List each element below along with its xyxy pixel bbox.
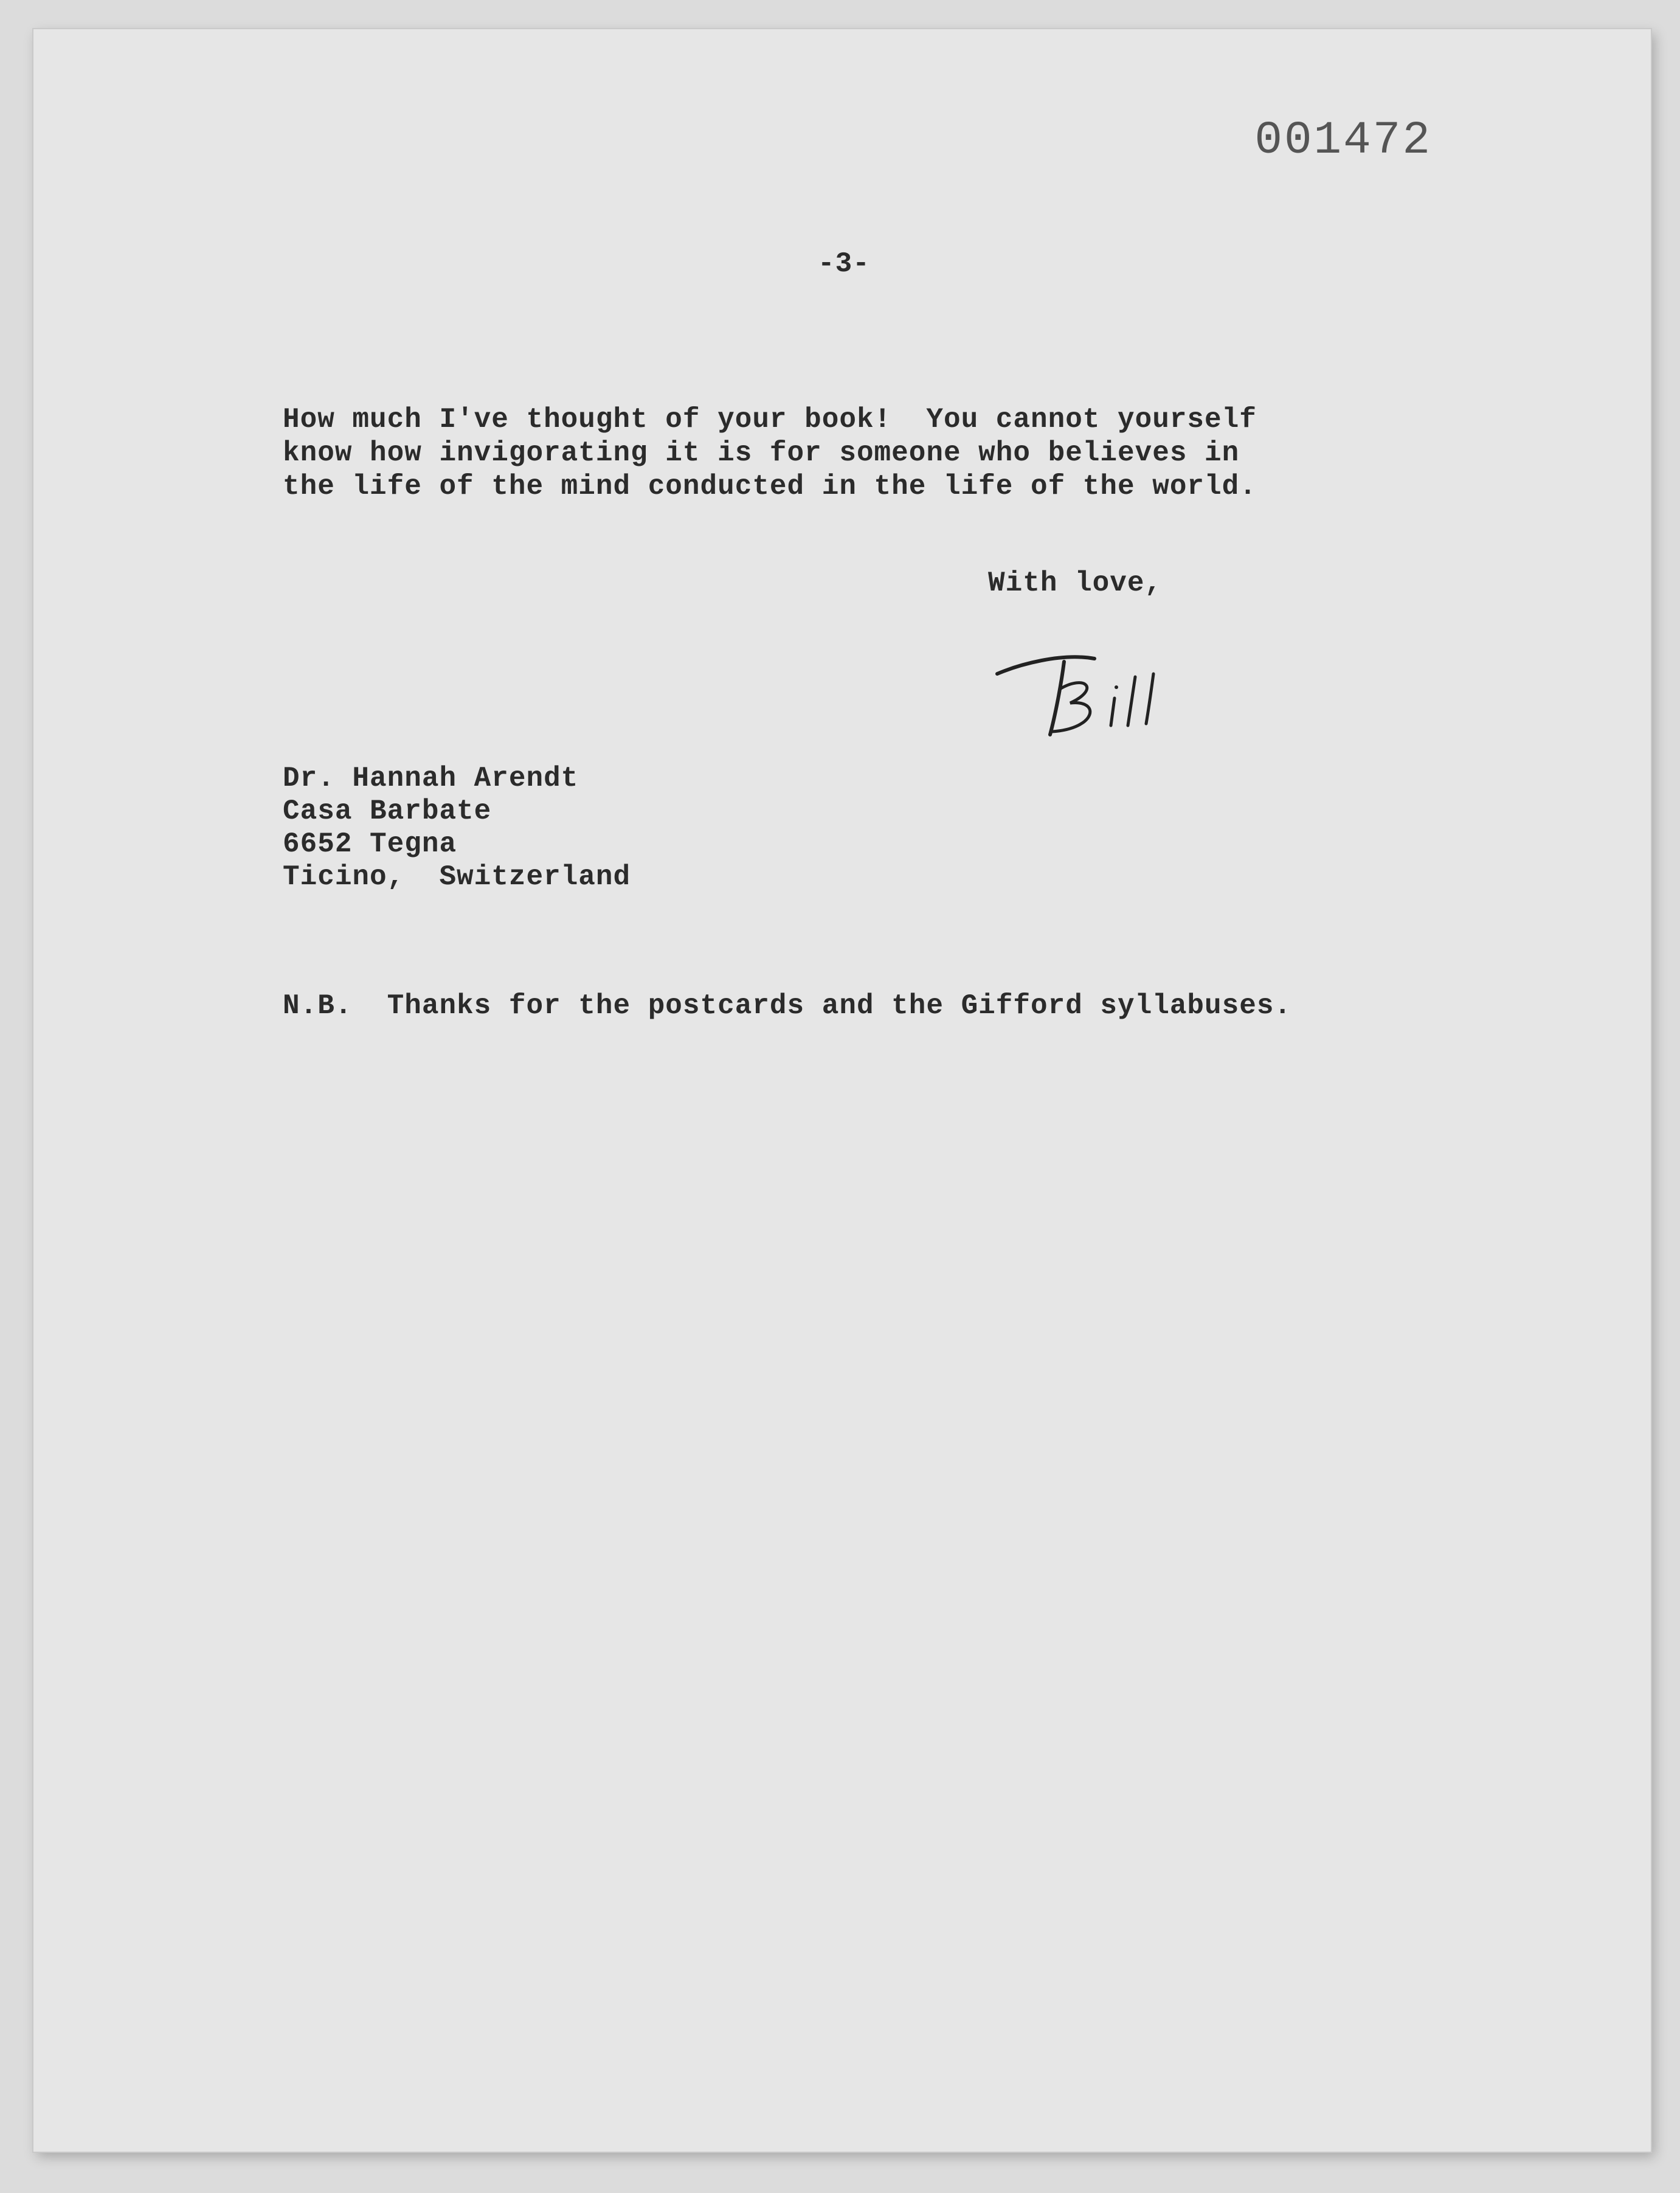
body-line: How much I've thought of your book! You cannot yourself — [283, 404, 1257, 435]
address-line: 6652 Tegna — [283, 828, 457, 860]
handwritten-signature — [994, 631, 1189, 753]
postscript: N.B. Thanks for the postcards and the Gifford syllabuses. — [283, 990, 1292, 1022]
recipient-address — [283, 762, 631, 893]
document-number: 001472 — [1254, 114, 1432, 167]
address-line: Ticino, Switzerland — [283, 861, 631, 893]
body-line: the life of the mind conducted in the life of the world. — [283, 471, 1257, 502]
body-line: know how invigorating it is for someone who believes in — [283, 437, 1240, 469]
letter-body — [283, 403, 1257, 504]
page-number: -3- — [818, 248, 870, 280]
letter-page — [33, 29, 1651, 2152]
address-line: Casa Barbate — [283, 795, 492, 827]
closing: With love, — [988, 567, 1163, 599]
address-line: Dr. Hannah Arendt — [283, 763, 579, 794]
